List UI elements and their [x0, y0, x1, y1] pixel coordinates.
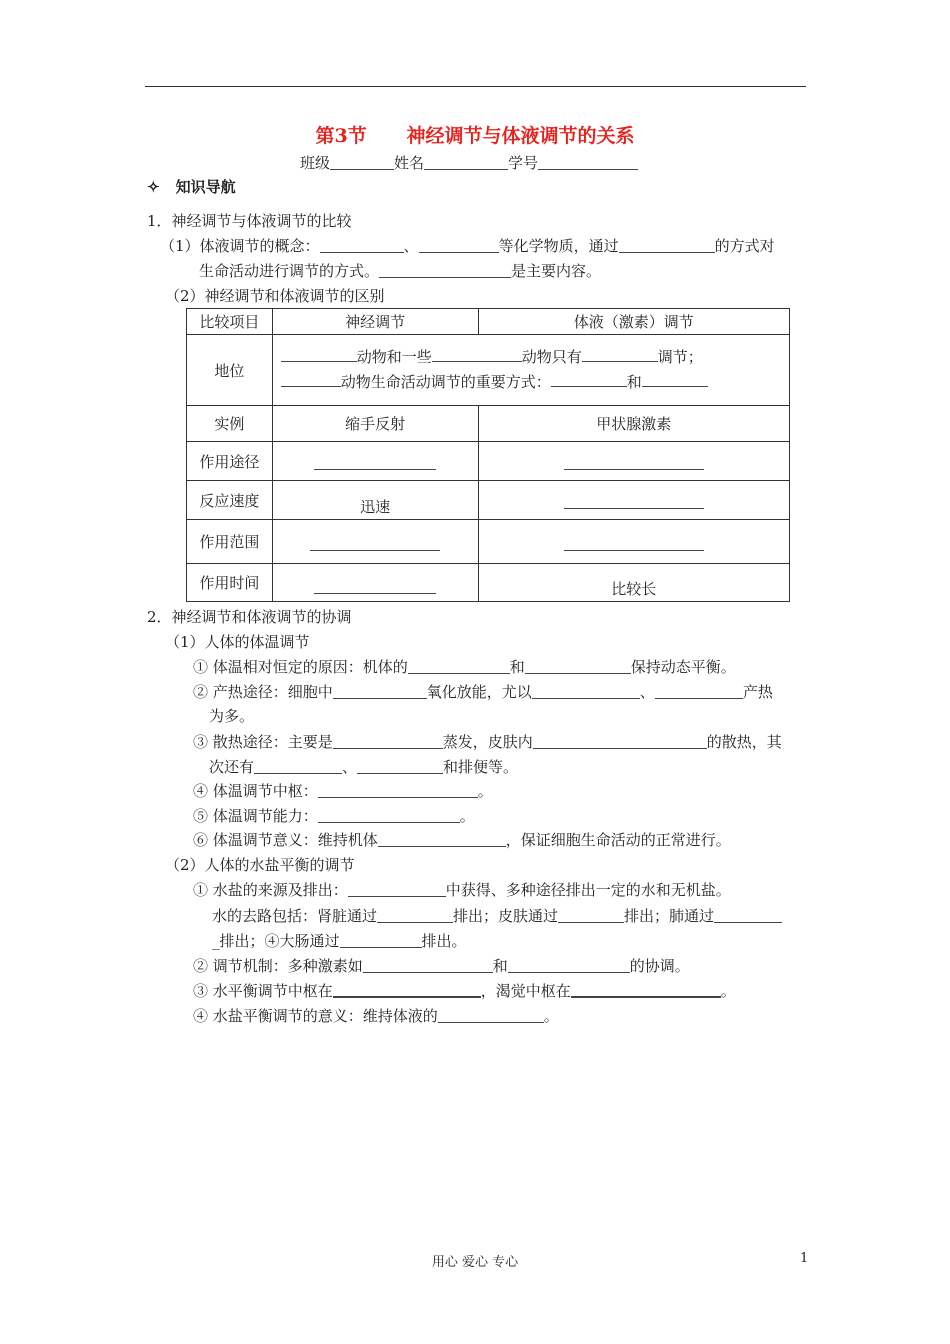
name-blank[interactable]	[424, 154, 508, 170]
blank[interactable]	[564, 455, 704, 470]
blank[interactable]	[419, 237, 499, 253]
water-1-line3: _排出；④大肠通过 排出。	[212, 932, 467, 950]
row-label: 作用时间	[187, 564, 273, 602]
water-3: ③ 水平衡调节中枢在 ，渴觉中枢在 。	[193, 982, 736, 1000]
blank[interactable]	[508, 957, 630, 973]
blank[interactable]	[551, 372, 627, 387]
blank[interactable]	[314, 579, 436, 594]
blank[interactable]	[379, 262, 511, 278]
water-1-line2: 水的去路包括：肾脏通过 排出；皮肤通过 排出；肺通过	[212, 906, 782, 926]
blank[interactable]	[432, 347, 522, 362]
row-label: 实例	[187, 406, 273, 442]
blank[interactable]	[655, 683, 743, 699]
blank[interactable]	[564, 536, 704, 551]
page-title: 第3节 神经调节与体液调节的关系	[315, 125, 635, 147]
status-cell: 动物和一些 动物只有 调节； 动物生命活动调节的重要方式： 和	[272, 335, 789, 406]
blank[interactable]	[619, 237, 715, 253]
class-label: 班级	[300, 154, 331, 172]
blank[interactable]	[558, 907, 624, 923]
blank[interactable]	[281, 372, 341, 387]
item-3-cont: 次还有 、 和排便等。	[209, 758, 519, 776]
blank[interactable]	[320, 237, 404, 253]
table-row-example	[187, 406, 790, 442]
knowledge-nav	[147, 177, 236, 197]
table-header-row	[187, 309, 790, 335]
header-cell: 神经调节	[272, 309, 478, 335]
water-4: ④ 水盐平衡调节的意义：维持体液的 。	[193, 1007, 559, 1025]
item-1: ① 体温相对恒定的原因：机体的 和 保持动态平衡。	[193, 658, 736, 676]
table-row-scope	[187, 520, 790, 564]
row-label: 作用途径	[187, 442, 273, 481]
blank[interactable]	[377, 907, 453, 923]
blank[interactable]	[254, 758, 342, 774]
name-label: 姓名	[394, 154, 425, 172]
item-2: ② 产热途径：细胞中 氧化放能，尤以 、 产热	[193, 683, 773, 701]
item-5: ⑤ 体温调节能力： 。	[193, 807, 475, 825]
table-row-speed	[187, 481, 790, 520]
nav-label: 知识导航	[175, 178, 236, 196]
blank[interactable]	[340, 932, 422, 948]
s1-p1-line1: （1）体液调节的概念： 、 等化学物质，通过 的方式对	[160, 237, 775, 255]
id-label: 学号	[508, 154, 539, 172]
item-2-cont: 为多。	[209, 707, 255, 725]
blank[interactable]	[318, 782, 478, 798]
s2-sub2: （2）人体的水盐平衡的调节	[165, 856, 355, 874]
item-4: ④ 体温调节中枢： 。	[193, 782, 493, 800]
blank[interactable]	[525, 658, 631, 674]
diamond-icon: ✧	[147, 178, 160, 196]
header-rule	[145, 86, 806, 87]
cell: 甲状腺激素	[478, 406, 789, 442]
water-1: ① 水盐的来源及排出： 中获得、多种途径排出一定的水和无机盐。	[193, 881, 731, 899]
blank[interactable]	[348, 881, 446, 897]
blank[interactable]	[714, 907, 782, 923]
cell: 缩手反射	[272, 406, 478, 442]
row-label: 地位	[187, 335, 273, 406]
blank[interactable]	[281, 347, 357, 362]
section-1-heading: 1．神经调节与体液调节的比较	[147, 212, 352, 230]
class-blank[interactable]	[330, 154, 394, 170]
water-2: ② 调节机制：多种激素如 和 的协调。	[193, 957, 690, 975]
row-label: 作用范围	[187, 520, 273, 564]
blank[interactable]	[378, 831, 506, 847]
header-cell: 比较项目	[187, 309, 273, 335]
section-2-heading: 2．神经调节和体液调节的协调	[147, 608, 352, 626]
blank[interactable]	[363, 957, 493, 973]
student-info-line	[300, 153, 638, 173]
comparison-table	[186, 308, 790, 602]
table-row-duration	[187, 564, 790, 602]
blank[interactable]	[408, 658, 510, 674]
table-row-pathway	[187, 442, 790, 481]
blank[interactable]	[532, 683, 640, 699]
blank[interactable]	[642, 372, 708, 387]
blank[interactable]	[318, 807, 460, 823]
s2-sub1: （1）人体的体温调节	[165, 633, 310, 651]
s1-p2: （2）神经调节和体液调节的区别	[165, 287, 385, 305]
blank[interactable]	[333, 733, 443, 749]
row-label: 反应速度	[187, 481, 273, 520]
footer-text: 用心 爱心 专心	[431, 1255, 519, 1270]
cell: 比较长	[478, 564, 789, 602]
blank[interactable]	[333, 981, 481, 998]
page-number: 1	[800, 1251, 809, 1266]
table-row-status	[187, 335, 790, 406]
blank[interactable]	[571, 981, 721, 998]
blank[interactable]	[314, 455, 436, 470]
blank[interactable]	[310, 536, 440, 551]
blank[interactable]	[533, 733, 707, 749]
blank[interactable]	[582, 347, 658, 362]
header-cell: 体液（激素）调节	[478, 309, 789, 335]
item-3: ③ 散热途径：主要是 蒸发，皮肤内 的散热，其	[193, 733, 782, 751]
blank[interactable]	[333, 683, 427, 699]
item-6: ⑥ 体温调节意义：维持机体 ，保证细胞生命活动的正常进行。	[193, 831, 731, 849]
id-blank[interactable]	[538, 154, 638, 170]
blank[interactable]	[564, 494, 704, 509]
s1-p1-line2: 生命活动进行调节的方式。 是主要内容。	[199, 262, 602, 280]
blank[interactable]	[357, 758, 443, 774]
cell: 迅速	[272, 481, 478, 520]
blank[interactable]	[438, 1007, 544, 1023]
